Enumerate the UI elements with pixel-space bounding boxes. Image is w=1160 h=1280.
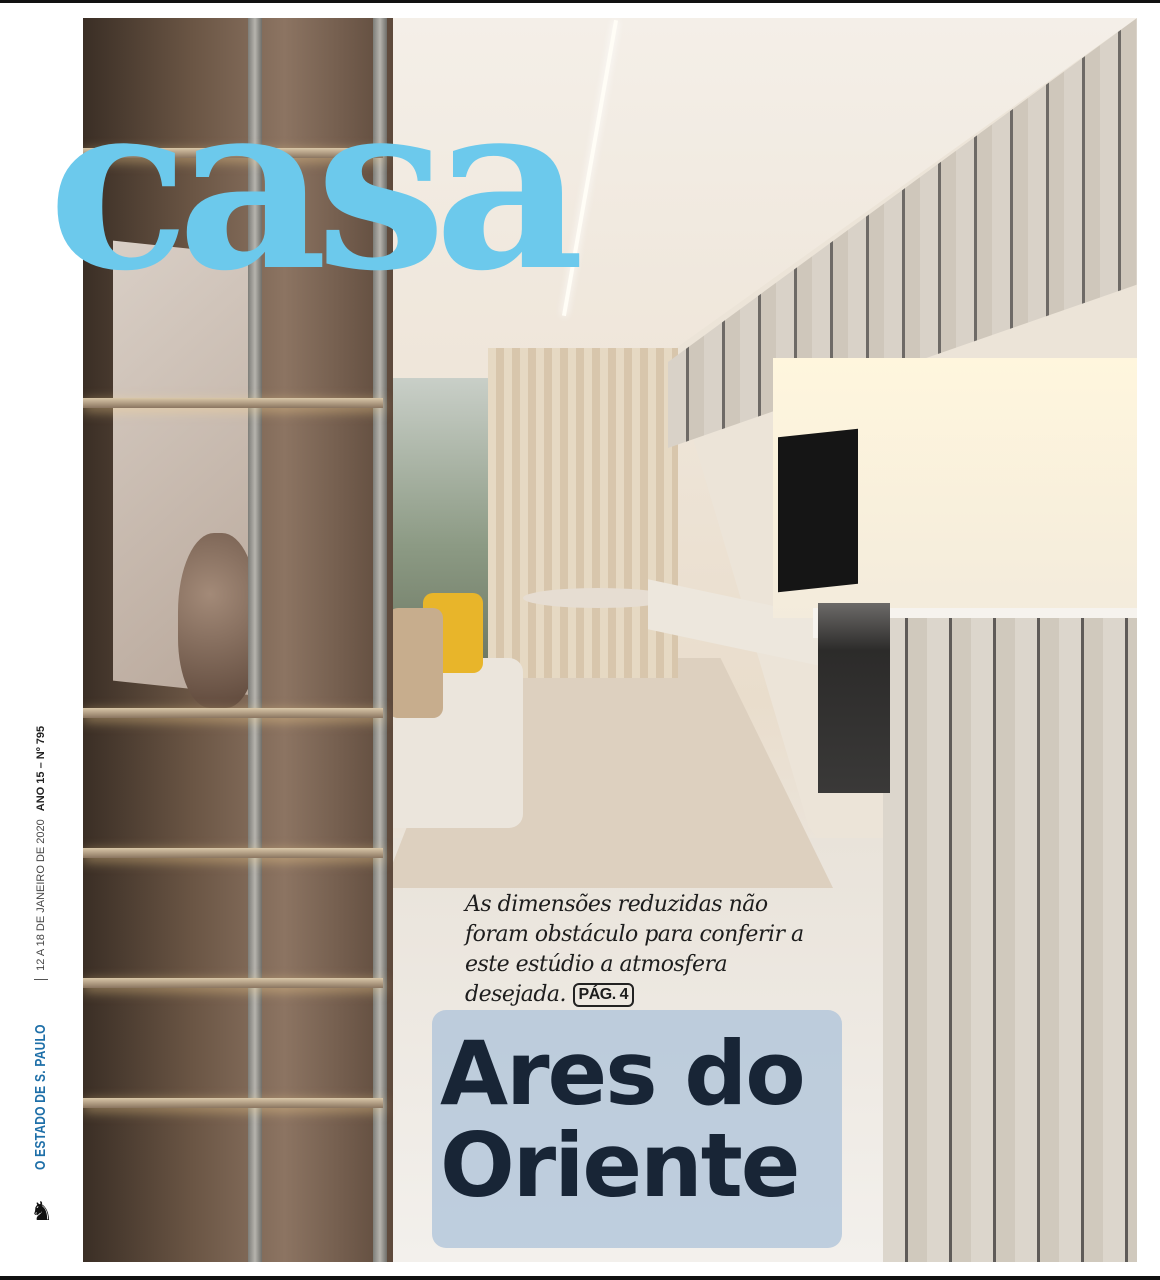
headline: Ares do Oriente (440, 1022, 804, 1217)
tv (778, 429, 858, 592)
top-rule (0, 0, 1160, 3)
lower-cabinets (883, 618, 1137, 1262)
cover-dek: As dimensões reduzidas não foram obstáculo para conferir a este estúdio a atmosfera desejada. PÁG. 4 (465, 892, 804, 1007)
vase (178, 533, 258, 708)
page-reference: PÁG. 4 (573, 983, 634, 1007)
oven (818, 603, 890, 793)
masthead-logo: casa (48, 49, 573, 322)
newspaper-name: O ESTADO DE S. PAULO (32, 1024, 49, 1170)
bottom-rule (0, 1276, 1160, 1280)
edition-info (32, 726, 49, 1170)
divider (34, 979, 48, 980)
horse-rider-icon: ♞ (30, 1196, 54, 1226)
issue-number: ANO 15 – Nº 795 (34, 725, 47, 812)
issue-date: 12 A 18 DE JANEIRO DE 2020 (34, 819, 47, 971)
